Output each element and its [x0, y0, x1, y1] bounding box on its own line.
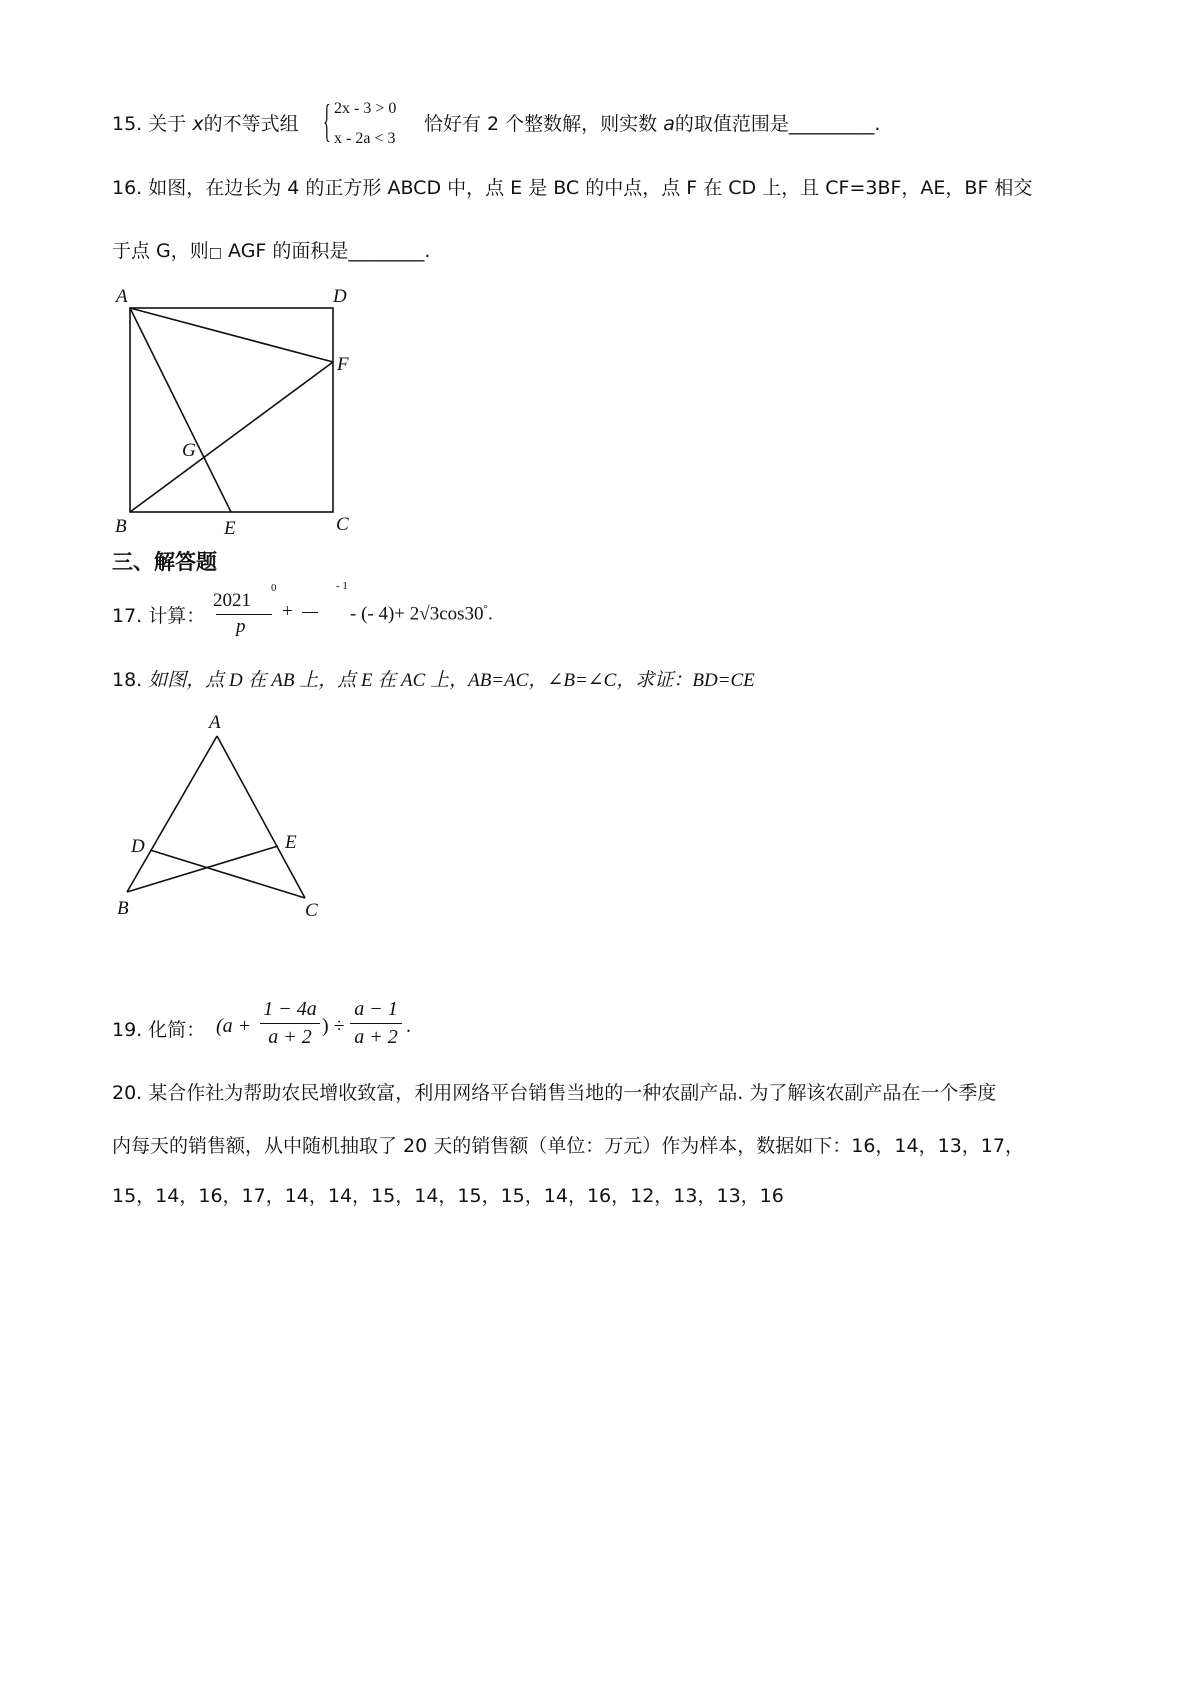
- expr-exp-0: 0: [271, 582, 277, 594]
- segment-ae: [130, 308, 231, 512]
- expr-sqrt: √3: [419, 603, 440, 625]
- label-b: B: [117, 898, 129, 919]
- question-text: 关于: [148, 113, 187, 135]
- question-text: 计算：: [148, 605, 206, 627]
- question-number: 17.: [112, 605, 143, 627]
- fraction-bar: [216, 614, 272, 615]
- question-number: 15.: [112, 113, 143, 135]
- fraction-1-numerator: 1 − 4a: [260, 998, 320, 1024]
- question-text: 如图，点 D 在 AB 上，点 E 在 AC 上，AB=AC，∠B=∠C，求证：BD=CE: [148, 670, 755, 691]
- question-text: 化简：: [148, 1019, 206, 1041]
- brace-symbol: {: [323, 95, 331, 146]
- label-e: E: [224, 518, 236, 539]
- expr-open: (a +: [216, 1015, 252, 1037]
- expr-pi: p: [236, 616, 246, 637]
- label-g: G: [182, 440, 196, 461]
- question-15-continued: [424, 111, 880, 137]
- label-d: D: [131, 836, 145, 857]
- question-17: [112, 603, 205, 629]
- expr-plus: +: [282, 601, 293, 622]
- question-text: 的取值范围是_________.: [674, 113, 881, 135]
- question-16-line-1: [112, 175, 1032, 201]
- fraction-2-denominator: a + 2: [354, 1026, 398, 1048]
- segment-af: [130, 308, 333, 362]
- triangle-symbol: □: [208, 245, 222, 261]
- question-19: [112, 1017, 205, 1043]
- square-figure: [110, 280, 370, 540]
- square-abcd: [130, 308, 333, 512]
- question-16-line-2: [112, 238, 430, 266]
- question-text: 的不等式组: [203, 113, 299, 135]
- expr-end: .: [487, 603, 493, 625]
- triangle-figure: [105, 710, 335, 920]
- fraction-bar-2: [302, 612, 318, 613]
- label-e: E: [285, 832, 297, 853]
- label-f: F: [337, 354, 349, 375]
- fraction-2-numerator: a − 1: [350, 998, 402, 1024]
- label-b: B: [115, 516, 127, 537]
- expr-exp-neg1: - 1: [336, 580, 348, 592]
- question-20-line-3: 15，14，16，17，14，14，15，14，15，15，14，16，12，13，13，16: [112, 1185, 784, 1207]
- question-text: 如图，在边长为 4 的正方形 ABCD 中，点 E 是 BC 的中点，点 F 在 CD 上，且 CF=3BF，AE，BF 相交: [148, 177, 1033, 199]
- label-a: A: [209, 712, 221, 733]
- section-heading: 三、解答题: [112, 550, 217, 574]
- expr-tail-text: - (- 4)+ 2: [350, 603, 420, 625]
- question-number: 20.: [112, 1082, 143, 1104]
- question-20-line-2: 内每天的销售额，从中随机抽取了 20 天的销售额（单位：万元）作为样本，数据如下：16，14，13，17，: [112, 1135, 1024, 1157]
- question-18: [112, 667, 755, 694]
- question-number: 18.: [112, 669, 143, 691]
- fraction-2: [350, 998, 402, 1049]
- question-15: [112, 111, 299, 137]
- question-number: 19.: [112, 1019, 143, 1041]
- expr-end: .: [406, 1015, 411, 1037]
- inequality-2: x - 2a < 3: [334, 130, 396, 147]
- segment-bf: [130, 362, 333, 512]
- expr-degree: °: [483, 603, 488, 615]
- label-c: C: [336, 514, 349, 535]
- variable-x: x: [192, 113, 204, 135]
- expr-tail: [350, 603, 493, 625]
- fraction-1: [260, 998, 320, 1049]
- expr-base: [213, 590, 251, 612]
- inequality-1: 2x - 3 > 0: [334, 100, 397, 117]
- fraction-1-denominator: a + 2: [268, 1026, 312, 1048]
- label-d: D: [333, 286, 347, 307]
- expr-cos: cos30: [439, 603, 484, 625]
- expr-divide: ) ÷: [322, 1015, 345, 1037]
- question-text: AGF 的面积是________.: [228, 240, 431, 262]
- label-c: C: [305, 900, 318, 920]
- question-number: 16.: [112, 177, 143, 199]
- expr-base-value: 2021: [213, 590, 251, 611]
- question-text: 于点 G，则: [112, 240, 209, 262]
- segment-ac: [217, 736, 305, 898]
- segment-dc: [150, 850, 305, 898]
- variable-a: a: [663, 113, 675, 135]
- question-text: 恰好有 2 个整数解，则实数: [424, 113, 658, 135]
- question-text: 某合作社为帮助农民增收致富，利用网络平台销售当地的一种农副产品. 为了解该农副产品在一个季度: [148, 1082, 997, 1104]
- question-20-line-1: [112, 1080, 996, 1106]
- label-a: A: [116, 286, 128, 307]
